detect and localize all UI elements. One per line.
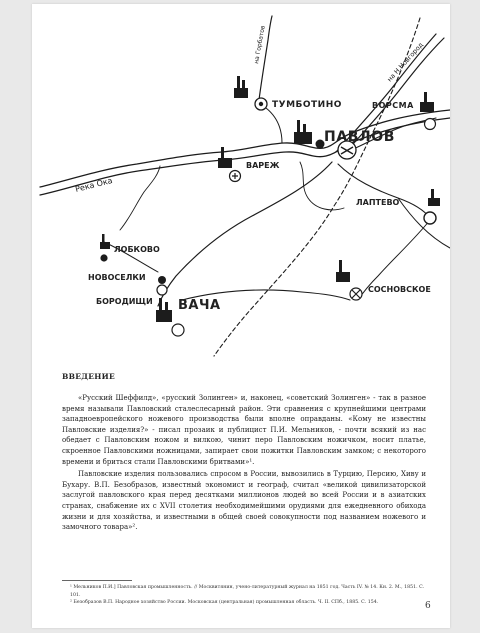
lobkovo-marker (100, 254, 107, 261)
label-sosnovskoe: СОСНОВСКОЕ (368, 285, 431, 294)
label-pavlov: ПАВЛОВ (324, 129, 396, 145)
label-river-oka: Река Ока (74, 175, 114, 194)
pavlov-factory-icon (294, 120, 312, 144)
laptevo-factory-icon (428, 189, 440, 206)
road-east (398, 198, 450, 248)
oka-river-upper-bank (40, 110, 450, 187)
tributary-pavlov (300, 162, 344, 210)
page-number: 6 (425, 601, 431, 611)
pavlov-region-map (32, 4, 450, 359)
tributary-south (120, 166, 160, 230)
vorsma-emblem-icon (425, 119, 436, 130)
vacha-factory-icon (156, 298, 172, 322)
section-heading: ВВЕДЕНИЕ (62, 372, 116, 381)
label-to-nnovgorod: на Н.Новгород (385, 40, 425, 84)
sosnovskoe-factory-icon (336, 260, 350, 282)
label-varezh: ВАРЕЖ (246, 161, 280, 170)
railway-line (214, 18, 420, 356)
lobkovo-factory-icon (100, 234, 110, 249)
label-lobkovo: ЛОБКОВО (114, 245, 160, 254)
body-text (62, 393, 426, 535)
vacha-emblem-icon (172, 324, 184, 336)
book-page (32, 4, 450, 628)
novoselki-emblem-icon (157, 285, 167, 295)
footnote: ¹ Мельников П.И.] Павловская промышленность. // Москвитянин, учено-литературный журнал на 1851 год. Часть IV. № 14. Кн. 2. М., 1851. С. 101. (70, 585, 425, 598)
tumbotino-factory-icon (234, 76, 248, 98)
label-laptevo: ЛАПТЕВО (356, 198, 400, 207)
novoselki-marker (158, 276, 166, 284)
road-pavlov-vacha (158, 162, 332, 306)
varezh-factory-icon (218, 147, 232, 168)
paragraph: «Русский Шеффилд», «русский Золинген» и, наконец, «советский Золинген» - так в разное время называли Павловский сталеслесарный район. Эти сравнения с крупнейшими центрами западноевропейского ножевого производства были вполне оправданы. «Кому не известны Павловские изделия?» - писал прозаик и публицист П.И. Мельников, - почти всякий из нас обедает с Павловским ножом и вилкою, чинит перо Павловским ножичком, носит платье, скроенное Павловскими ножницами, запирает свои пожитки Павловским замком; с некоторого времени и бриться стали Павловскими бритвами»¹. (62, 394, 426, 466)
label-borodishchi: БОРОДИЩИ (96, 297, 153, 306)
paragraph: Павловские изделия пользовались спросом в России, вывозились в Турцию, Персию, Хиву и Бухару. В.П. Безобразов, известный экономист и географ, считал «великой цивилизаторской заслугой павловского края перед десятками миллионов людей во всей России и в азиатских странах, снабжение их с XVII столетия необходимейшими орудиями для ежедневного обихода жизни и для хозяйства, и известными в общей своей совокупности под названием ножевого и замочного товара»². (62, 470, 426, 532)
label-vacha: ВАЧА (178, 298, 221, 313)
label-novoselki: НОВОСЕЛКИ (88, 273, 146, 282)
road-pavlov-laptevo (338, 164, 430, 218)
label-to-gorbatov: на Горбатов (253, 24, 267, 65)
label-tumbotino: ТУМБОТИНО (272, 100, 342, 110)
label-vorsma: ВОРСМА (372, 101, 414, 110)
footnote-divider (62, 580, 132, 581)
footnotes (62, 584, 432, 607)
footnote: ² Безобразов В.П. Народное хозяйство России. Московская (центральная) промышленная область. Ч. II. СПб., 1885. С. 154. (70, 600, 379, 606)
laptevo-marker (424, 212, 436, 224)
vorsma-factory-icon (420, 92, 434, 112)
oka-river-tributary-north (266, 108, 282, 143)
